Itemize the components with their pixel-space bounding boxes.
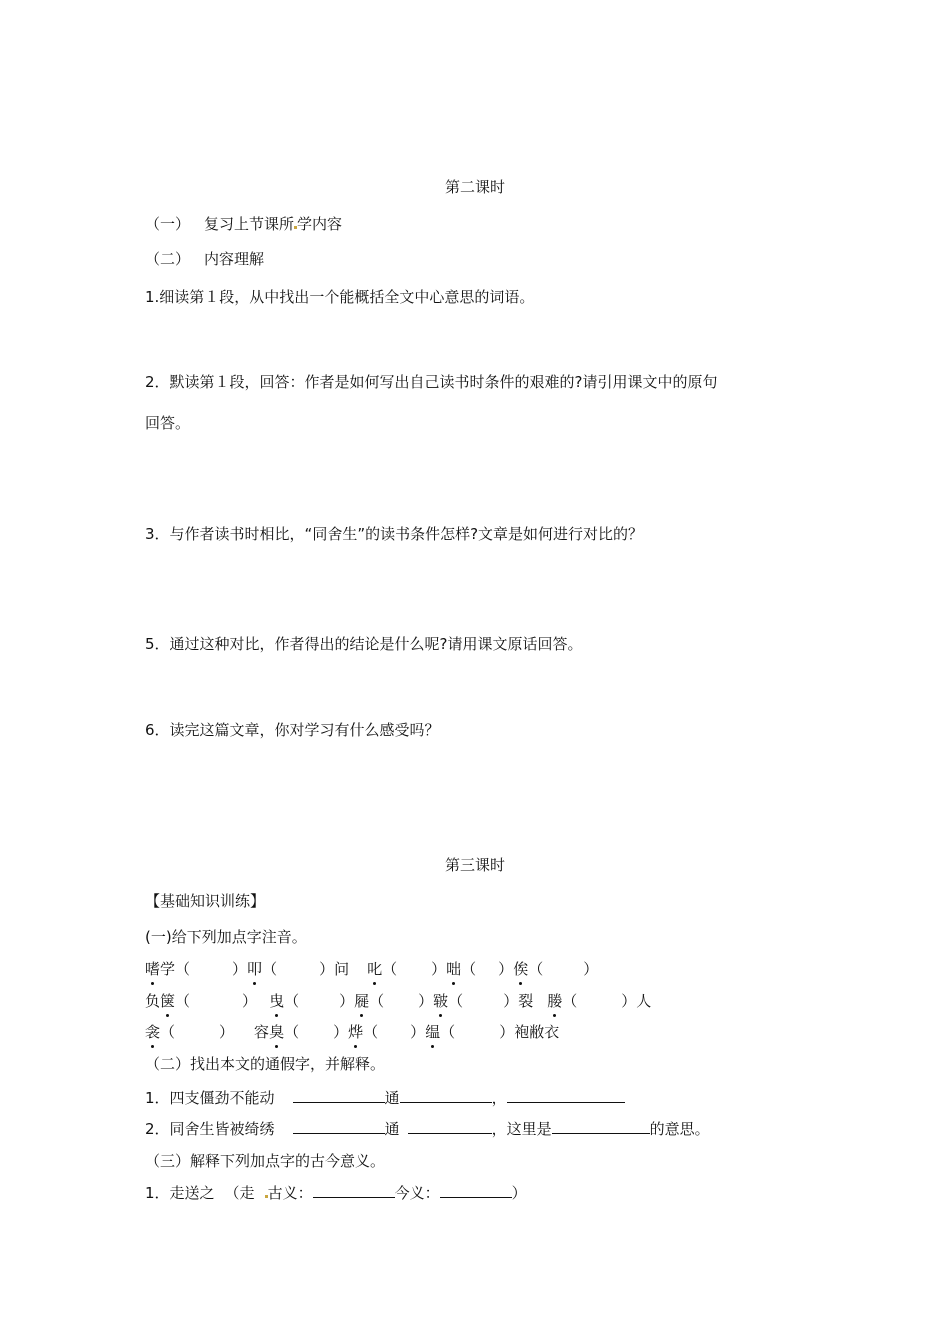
paren-open: （	[175, 992, 191, 1010]
paren-close: ）	[431, 960, 447, 978]
answer-line[interactable]	[400, 1088, 492, 1103]
question-2-line2: 回答。	[145, 414, 191, 432]
paren-close: ）袍敝衣	[499, 1023, 560, 1041]
dotted-char: 叩	[247, 960, 263, 978]
paren-open: （	[284, 1023, 300, 1041]
answer-line[interactable]	[313, 1183, 395, 1198]
tong-label: 通	[384, 1120, 400, 1138]
dotted-char: 嗜	[145, 960, 161, 978]
section-number: （一）	[145, 215, 191, 233]
modern-meaning-label: 今义：	[394, 1184, 440, 1202]
paren-close: ）	[219, 1023, 235, 1041]
paren-close: ）裂	[503, 992, 534, 1010]
question-3: 3．与作者读书时相比，“同舍生”的读书条件怎样?文章是如何进行对比的？	[145, 525, 644, 543]
dotted-char: 臭	[269, 1023, 285, 1041]
paren-close: ）	[511, 1184, 527, 1202]
answer-line[interactable]	[408, 1119, 492, 1134]
pinyin-row-3	[145, 1022, 559, 1042]
plain-char: 容	[254, 1023, 270, 1041]
section-text: 内容理解	[204, 250, 265, 268]
part2-item-1	[145, 1088, 625, 1108]
paren-open: （	[528, 960, 544, 978]
section-number: （二）	[145, 250, 191, 268]
dotted-char: 俟	[513, 960, 529, 978]
paren-open: （	[562, 992, 578, 1010]
paren-open: （	[160, 1023, 176, 1041]
lesson3-title: 第三课时	[444, 856, 505, 874]
dotted-char: 箧	[160, 992, 176, 1010]
dotted-char: 曳	[269, 992, 285, 1010]
part3-title: （三）解释下列加点字的古今意义。	[145, 1152, 386, 1170]
paren-open: （	[284, 992, 300, 1010]
answer-line[interactable]	[293, 1088, 385, 1103]
paren-close: ）	[242, 992, 258, 1010]
question-1: 1.细读第１段，从中找出一个能概括全文中心意思的词语。	[145, 288, 535, 306]
paren-close: ）人	[621, 992, 652, 1010]
dotted-char: 咄	[446, 960, 462, 978]
pinyin-row-1	[145, 959, 598, 979]
dotted-char: 缊	[425, 1023, 441, 1041]
paren-close: ）	[339, 992, 355, 1010]
item-text: 1．四支僵劲不能动	[145, 1089, 275, 1107]
dotted-char: 屣	[354, 992, 370, 1010]
lesson2-title: 第二课时	[444, 178, 505, 196]
section-text-end: 学内容	[297, 215, 343, 233]
item-text: 1．走送之	[145, 1184, 215, 1202]
part2-item-2	[145, 1119, 710, 1139]
ancient-meaning-label: 古义：	[267, 1184, 313, 1202]
paren-open: 学（	[160, 960, 191, 978]
exercise-heading: 【基础知识训练】	[145, 892, 266, 910]
meaning-end: 的意思。	[649, 1120, 710, 1138]
paren-open: （	[369, 992, 385, 1010]
paren-open: （	[262, 960, 278, 978]
comma: ，	[491, 1089, 507, 1107]
answer-line[interactable]	[507, 1088, 625, 1103]
section-text: 复习上节课所	[204, 215, 295, 233]
paren-open: （	[440, 1023, 456, 1041]
dotted-char: 媵	[547, 992, 563, 1010]
dotted-char: 皲	[433, 992, 449, 1010]
paren-open: （	[382, 960, 398, 978]
paren-open: （	[448, 992, 464, 1010]
paren-close: ）	[410, 1023, 426, 1041]
paren-close: ）问	[319, 960, 350, 978]
item-word: （走	[224, 1184, 255, 1202]
paren-close: ）	[498, 960, 514, 978]
paren-open: （	[461, 960, 477, 978]
item-text: 2．同舍生皆被绮绣	[145, 1120, 275, 1138]
question-6: 6．读完这篇文章，你对学习有什么感受吗？	[145, 721, 440, 739]
tong-label: 通	[384, 1089, 400, 1107]
section-review	[145, 214, 342, 234]
question-5: 5．通过这种对比，作者得出的结论是什么呢?请用课文原话回答。	[145, 635, 583, 653]
dotted-char: 叱	[367, 960, 383, 978]
part1-title: (一)给下列加点字注音。	[145, 928, 307, 946]
part2-title: （二）找出本文的通假字，并解释。	[145, 1055, 386, 1073]
meaning-label: ，这里是	[491, 1120, 552, 1138]
answer-line[interactable]	[552, 1119, 650, 1134]
paren-close: ）	[418, 992, 434, 1010]
part3-item-1	[145, 1183, 527, 1203]
paren-open: （	[363, 1023, 379, 1041]
answer-line[interactable]	[440, 1183, 512, 1198]
question-2-line1: 2．默读第１段，回答：作者是如何写出自己读书时条件的艰难的?请引用课文中的原句	[145, 373, 718, 391]
section-understanding	[145, 249, 264, 269]
pinyin-row-2	[145, 991, 651, 1011]
paren-close: ）	[583, 960, 599, 978]
dotted-char: 衾	[145, 1023, 161, 1041]
answer-line[interactable]	[293, 1119, 385, 1134]
paren-close: ）	[333, 1023, 349, 1041]
plain-char: 负	[145, 992, 161, 1010]
dotted-char: 烨	[348, 1023, 364, 1041]
paren-close: ）	[232, 960, 248, 978]
